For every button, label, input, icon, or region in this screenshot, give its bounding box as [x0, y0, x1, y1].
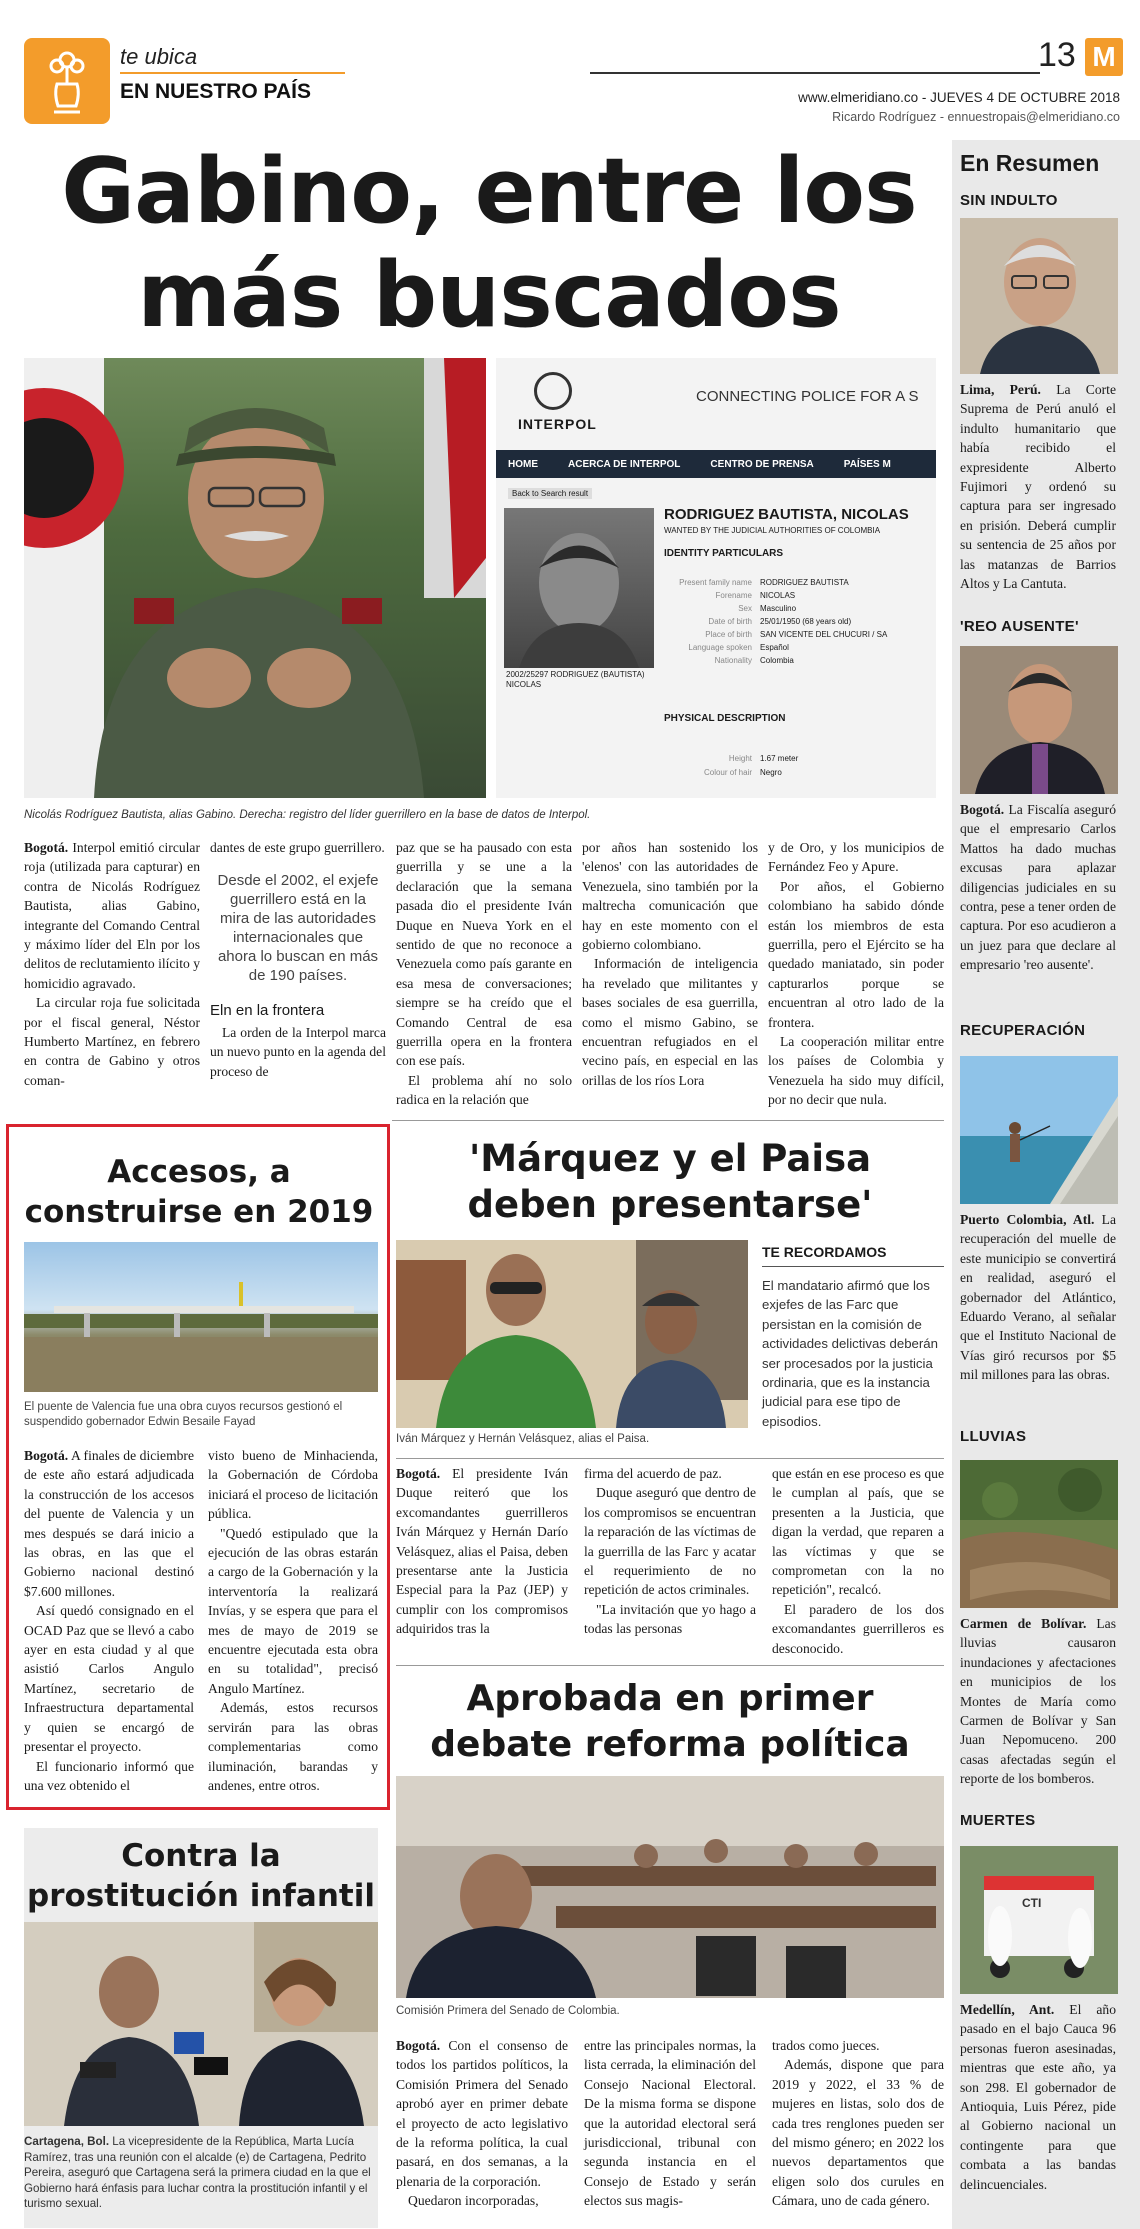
interpol-photo-caption: 2002/25297 RODRIGUEZ (BAUTISTA) NICOLAS	[506, 670, 645, 689]
paragraph: Bogotá. Interpol emitió circular roja (utilizada para capturar) en contra de Nicolás Rodríguez Bautista, alias Gabino, integrante del Comando Central y máximo líder del Eln por los delitos de reclutamiento ilícito y homicidio agravado.	[24, 840, 200, 991]
interpol-height-value: 1.67 meter	[760, 754, 799, 763]
interpol-field-row: Nationality Colombia	[714, 656, 794, 665]
interpol-physical: PHYSICAL DESCRIPTION	[664, 713, 786, 724]
marquez-headline	[396, 1136, 944, 1228]
reforma-divider	[396, 1665, 944, 1666]
resumen-item-text: Bogotá. La Fiscalía aseguró que el empresario Carlos Mattos ha dado muchas excusas para aplazar diligencias judiciales en su contra, pese a tener orden de captura. Por eso acudieron a un juez para que declare al empresario 'reo ausente'.	[960, 802, 1116, 973]
section-label-top: te ubica	[120, 44, 198, 69]
interpol-tagline: CONNECTING POLICE FOR A S	[696, 388, 919, 405]
paragraph: "La invitación que yo hago a todas las personas	[584, 1601, 756, 1637]
marquez-headline-line-2: deben presentarse'	[467, 1183, 873, 1226]
paragraph: Además, dispone que para 2019 y 2022, el 33 % de mujeres en listas, solo dos de cada tres renglones pueden ser del mismo género; en 2022 los nuevos departamentos que eligen solo dos curules en Cámara, uno de cada género.	[772, 2057, 944, 2209]
resumen-item-head: LLUVIAS	[960, 1428, 1027, 1445]
prostitucion-caption-text: La vicepresidente de la República, Marta Lucía Ramírez, tras una reunión con el alcalde (e) de Cartagena, Pedrito Pereira, aseguró que Cartagena será la primera ciudad en la que el Gobierno hará énfasis para luchar contra la prostitución infantil y el turismo sexual.	[24, 2135, 371, 2210]
prostitucion-headline-line-1: Contra la	[121, 1838, 281, 1874]
page-number: 13	[1038, 36, 1076, 74]
gabino-photo	[24, 358, 486, 798]
interpol-hair	[664, 768, 936, 777]
interpol-mugshot	[504, 508, 654, 668]
interpol-screenshot	[496, 358, 936, 798]
ambulance-label: CTI	[1022, 1896, 1042, 1910]
section-label-bottom: EN NUESTRO PAÍS	[120, 80, 311, 103]
main-body-col-4	[582, 838, 758, 1090]
lluvias-photo	[960, 1460, 1118, 1608]
paragraph: Bogotá. El presidente Iván Duque reiteró que los excomandantes guerrilleros Iván Márquez y Hernán Darío Velásquez, alias el Paisa, deben presentarse ante la Justicia Especial para la Paz (JEP) y cumplir con los compromisos adquiridos tras la	[396, 1466, 568, 1637]
interpol-field-row: Date of birth 25/01/1950 (68 years old)	[708, 617, 852, 626]
interpol-height	[664, 754, 936, 763]
marquez-col-1	[396, 1464, 568, 1639]
accesos-headline	[14, 1152, 384, 1232]
subhead: Eln en la frontera	[210, 1002, 325, 1020]
interpol-hair-value: Negro	[760, 768, 782, 777]
interpol-height-label: Height	[728, 754, 752, 763]
muelle-photo	[960, 1056, 1118, 1204]
paragraph: El funcionario informó que una vez obtenido el	[24, 1758, 194, 1793]
accesos-headline-line-2: construirse en 2019	[24, 1194, 374, 1230]
paragraph: Además, estos recursos servirán para las obras complementarias como iluminación, barandas y andenes, entre otros.	[208, 1700, 378, 1793]
interpol-back-link[interactable]: Back to Search result	[508, 488, 592, 499]
paragraph: Así quedó consignado en el OCAD Paz que se llevó a cabo ayer en esta ciudad y al que asistió Carlos Angulo Martínez, secretario de Infraestructura departamental y quien se encargó de presentar el proyecto.	[24, 1603, 194, 1755]
brand-logo	[1085, 38, 1123, 76]
paragraph: La orden de la Interpol marca un nuevo punto en la agenda del proceso de	[210, 1024, 386, 1079]
paragraph: "Quedó estipulado que la ejecución de las obras estarán a cargo de la Gobernación y la interventoría la realizará Invías, y se espera que para el mes de mayo de 2019 se encuentre ejecutada esta obra en su totalidad", precisó Angulo Martínez.	[208, 1525, 378, 1696]
paragraph: Bogotá. A finales de diciembre de este año estará adjudicada la construcción de los accesos del puente de Valencia y un mes después se dará inicio a las obras, en las que el Gobierno nacional destinó $7.600 millones.	[24, 1448, 194, 1599]
interpol-hair-label: Colour of hair	[703, 768, 752, 777]
prostitucion-headline	[24, 1836, 378, 1916]
section-divider	[392, 1120, 944, 1121]
marquez-photo	[396, 1240, 748, 1428]
main-headline-line-2: más buscados	[137, 243, 841, 348]
resumen-item-head: MUERTES	[960, 1812, 1036, 1829]
paragraph: trados como jueces.	[772, 2038, 880, 2053]
paragraph: firma del acuerdo de paz.	[584, 1466, 722, 1481]
mattos-photo	[960, 646, 1118, 794]
interpol-fields	[664, 576, 936, 667]
main-headline	[24, 140, 954, 348]
masthead-rule	[590, 72, 1040, 74]
reforma-headline-line-2: debate reforma política	[430, 1724, 910, 1765]
accesos-headline-line-1: Accesos, a	[107, 1154, 291, 1190]
paragraph: paz que se ha pausado con esta guerrilla y se une a la declaración que la semana pasada dio el presidente Iván Duque en Nueva York en el sentido de que no reconoce a Venezuela como país garante en esa mesa de conversaciones; siempre se ha creído que el Comando Central de esa guerrilla opera en la frontera con ese país.	[396, 840, 572, 1069]
interpol-nav-countries[interactable]: PAÍSES M	[843, 458, 891, 470]
bridge-caption: El puente de Valencia fue una obra cuyos recursos gestionó el suspendido gobernador Edwin Besaile Fayad	[24, 1401, 343, 1428]
paragraph: Quedaron incorporadas,	[408, 2193, 539, 2209]
reforma-headline	[396, 1676, 944, 1768]
interpol-nav-about[interactable]: ACERCA DE INTERPOL	[568, 458, 681, 470]
brand-logo-letter: M	[1092, 41, 1116, 72]
paragraph: La cooperación militar entre los países de Colombia y Venezuela ha sido muy difícil, por no decir que nula.	[768, 1034, 944, 1108]
resumen-item-text: Puerto Colombia, Atl. La recuperación del muelle de este municipio se convertirá en realidad, aseguró el gobernador del Atlántico, Eduardo Verano, al señalar que el Instituto Nacional de Vías giró recursos por $5 mil millones para las obras.	[960, 1212, 1116, 1383]
resumen-item-head: RECUPERACIÓN	[960, 1022, 1086, 1039]
main-body-col-1	[24, 838, 200, 1090]
section-logo	[24, 38, 110, 124]
interpol-field-row: Sex Masculino	[738, 604, 797, 613]
main-body-col-2	[210, 838, 386, 1081]
accesos-col-1	[24, 1446, 194, 1795]
paragraph: por años han sostenido los 'elenos' con las autoridades de Venezuela, sino también por la maltrecha comunicación que hay en este momento con el gobierno colombiano.	[582, 840, 758, 953]
resumen-title: En Resumen	[960, 150, 1100, 176]
interpol-wanted: WANTED BY THE JUDICIAL AUTHORITIES OF COLOMBIA	[664, 526, 881, 535]
resumen-item-text: Carmen de Bolívar. Las lluvias causaron inundaciones y afectaciones en municipios de los Montes de María como Carmen de Bolívar y San Juan Nepomuceno. 200 casas afectadas según el reporte de los bomberos.	[960, 1616, 1116, 1787]
senate-photo	[396, 1776, 944, 1998]
paragraph: El paradero de los dos excomandantes guerrilleros es desconocido.	[772, 1601, 944, 1656]
paragraph: visto bueno de Minhacienda, la Gobernación de Córdoba iniciará el proceso de licitación pública.	[208, 1448, 378, 1522]
fujimori-photo	[960, 218, 1118, 374]
main-body-col-5	[768, 838, 944, 1110]
marquez-caption: Iván Márquez y Hernán Velásquez, alias el Paisa.	[396, 1433, 650, 1445]
paragraph: entre las principales normas, la lista cerrada, la eliminación del Consejo Nacional Electoral. De la misma forma se dispone que la autoridad electoral será jurisdiccional, tribunal con segunda instancia en el Consejo de Estado y serán electos sus magis-	[584, 2038, 756, 2209]
author-line: Ricardo Rodríguez - ennuestropais@elmeridiano.co	[832, 110, 1120, 124]
prostitucion-headline-line-2: prostitución infantil	[27, 1878, 375, 1914]
bridge-photo	[24, 1242, 378, 1392]
section-rule	[120, 72, 345, 74]
recordamos-rule	[762, 1266, 944, 1267]
marquez-headline-line-1: 'Márquez y el Paisa	[468, 1137, 872, 1180]
resumen-item-text: Lima, Perú. La Corte Suprema de Perú anuló el indulto humanitario que había recibido el expresidente Alberto Fujimori y ordenó su captura para ser ingresado en prisión. Deberá cumplir su sentencia de 25 años por las matanzas de Barrios Altos y La Cantuta.	[960, 382, 1116, 592]
recordamos-title: TE RECORDAMOS	[762, 1244, 887, 1260]
reforma-col-2	[584, 2036, 756, 2211]
marquez-divider	[396, 1458, 944, 1459]
interpol-field-row: Present family name RODRIGUEZ BAUTISTA	[679, 578, 849, 587]
interpol-field-row: Language spoken Español	[688, 643, 789, 652]
muertes-photo	[960, 1846, 1118, 1994]
interpol-field-row: Forename NICOLAS	[715, 591, 796, 600]
interpol-field-row: Place of birth SAN VICENTE DEL CHUCURI / SA	[705, 630, 888, 639]
paragraph: Bogotá. Con el consenso de todos los partidos políticos, la Comisión Primera del Senado aprobó ayer en primer debate el proyecto de acto legislativo de la reforma política, la cual pasará, en dos semanas, a la plenaria de la corporación.	[396, 2038, 568, 2189]
main-headline-line-1: Gabino, entre los	[61, 139, 917, 244]
interpol-logo-text: INTERPOL	[518, 416, 597, 432]
reforma-headline-line-1: Aprobada en primer	[466, 1678, 874, 1719]
reforma-col-3	[772, 2036, 944, 2211]
main-photo-caption: Nicolás Rodríguez Bautista, alias Gabino. Derecha: registro del líder guerrillero en la base de datos de Interpol.	[24, 809, 591, 821]
paragraph: que están en ese proceso es que le cumplan al país, que se presenten a la Justicia, que digan la verdad, que reparen a las víctimas y que se comprometan con la no repetición", recalcó.	[772, 1466, 944, 1598]
accesos-col-2	[208, 1446, 378, 1795]
prostitucion-caption-lead: Cartagena, Bol.	[24, 2135, 110, 2148]
paragraph: El problema ahí no solo radica en la relación que	[396, 1072, 572, 1108]
interpol-nav	[496, 450, 936, 478]
resumen-item-text: Medellín, Ant. El año pasado en el bajo Cauca 96 personas fueron asesinadas, mientras que este año, ya son 298. El gobernador de Antioquia, Luis Pérez, pide al Gobierno nacional un contingente para que combata a las bandas delincuenciales.	[960, 2002, 1116, 2192]
interpol-person-name: RODRIGUEZ BAUTISTA, NICOLAS	[664, 506, 909, 523]
vase-icon	[24, 38, 110, 124]
interpol-nav-press[interactable]: CENTRO DE PRENSA	[710, 458, 814, 470]
resumen-item-head: SIN INDULTO	[960, 192, 1058, 209]
senate-caption: Comisión Primera del Senado de Colombia.	[396, 2005, 620, 2017]
pull-quote: Desde el 2002, el exjefe guerrillero está en la mira de las autoridades internacionales que ahora lo buscan en más de 190 países.	[217, 872, 379, 985]
resumen-item-head: 'REO AUSENTE'	[960, 618, 1079, 635]
prostitucion-caption	[24, 2134, 378, 2212]
recordamos-text: El mandatario afirmó que los exjefes de las Farc que persistan en la comisión de actividades delictivas deberán ser procesados por la justicia ordinaria, que es la instancia judicial para ese tipo de episodios.	[762, 1278, 938, 1429]
date-line: www.elmeridiano.co - JUEVES 4 DE OCTUBRE 2018	[798, 90, 1120, 105]
marquez-col-3	[772, 1464, 944, 1658]
paragraph: Por años, el Gobierno colombiano ha sabido dónde están los miembros de esta guerrilla, pero el Ejército se ha quedado maniatado, sin poder capturarlos porque se encuentran al otro lado de la frontera.	[768, 878, 944, 1030]
interpol-nav-home[interactable]: HOME	[508, 458, 538, 470]
paragraph: Información de inteligencia ha revelado que militantes y bases sociales de esa guerrilla, como el mismo Gabino, se encuentran refugiados en el vecino país, en especial en las orillas de los ríos Lora	[582, 956, 758, 1088]
reforma-col-1	[396, 2036, 568, 2211]
vicepresident-photo	[24, 1922, 378, 2126]
paragraph: y de Oro, y los municipios de Fernández Feo y Apure.	[768, 840, 944, 875]
paragraph: dantes de este grupo guerrillero.	[210, 840, 385, 855]
main-body-col-3	[396, 838, 572, 1110]
paragraph: Duque aseguró que dentro de los compromisos se encuentran la reparación de las víctimas de la guerrilla de las Farc y acatar el requerimiento de no repetición de actos criminales.	[584, 1485, 756, 1598]
interpol-globe-icon	[534, 372, 572, 410]
paragraph: La circular roja fue solicitada por el fiscal general, Néstor Humberto Martínez, en febrero en contra de Gabino y otros coman-	[24, 995, 200, 1088]
interpol-particulars: IDENTITY PARTICULARS	[664, 548, 784, 559]
marquez-col-2	[584, 1464, 756, 1639]
